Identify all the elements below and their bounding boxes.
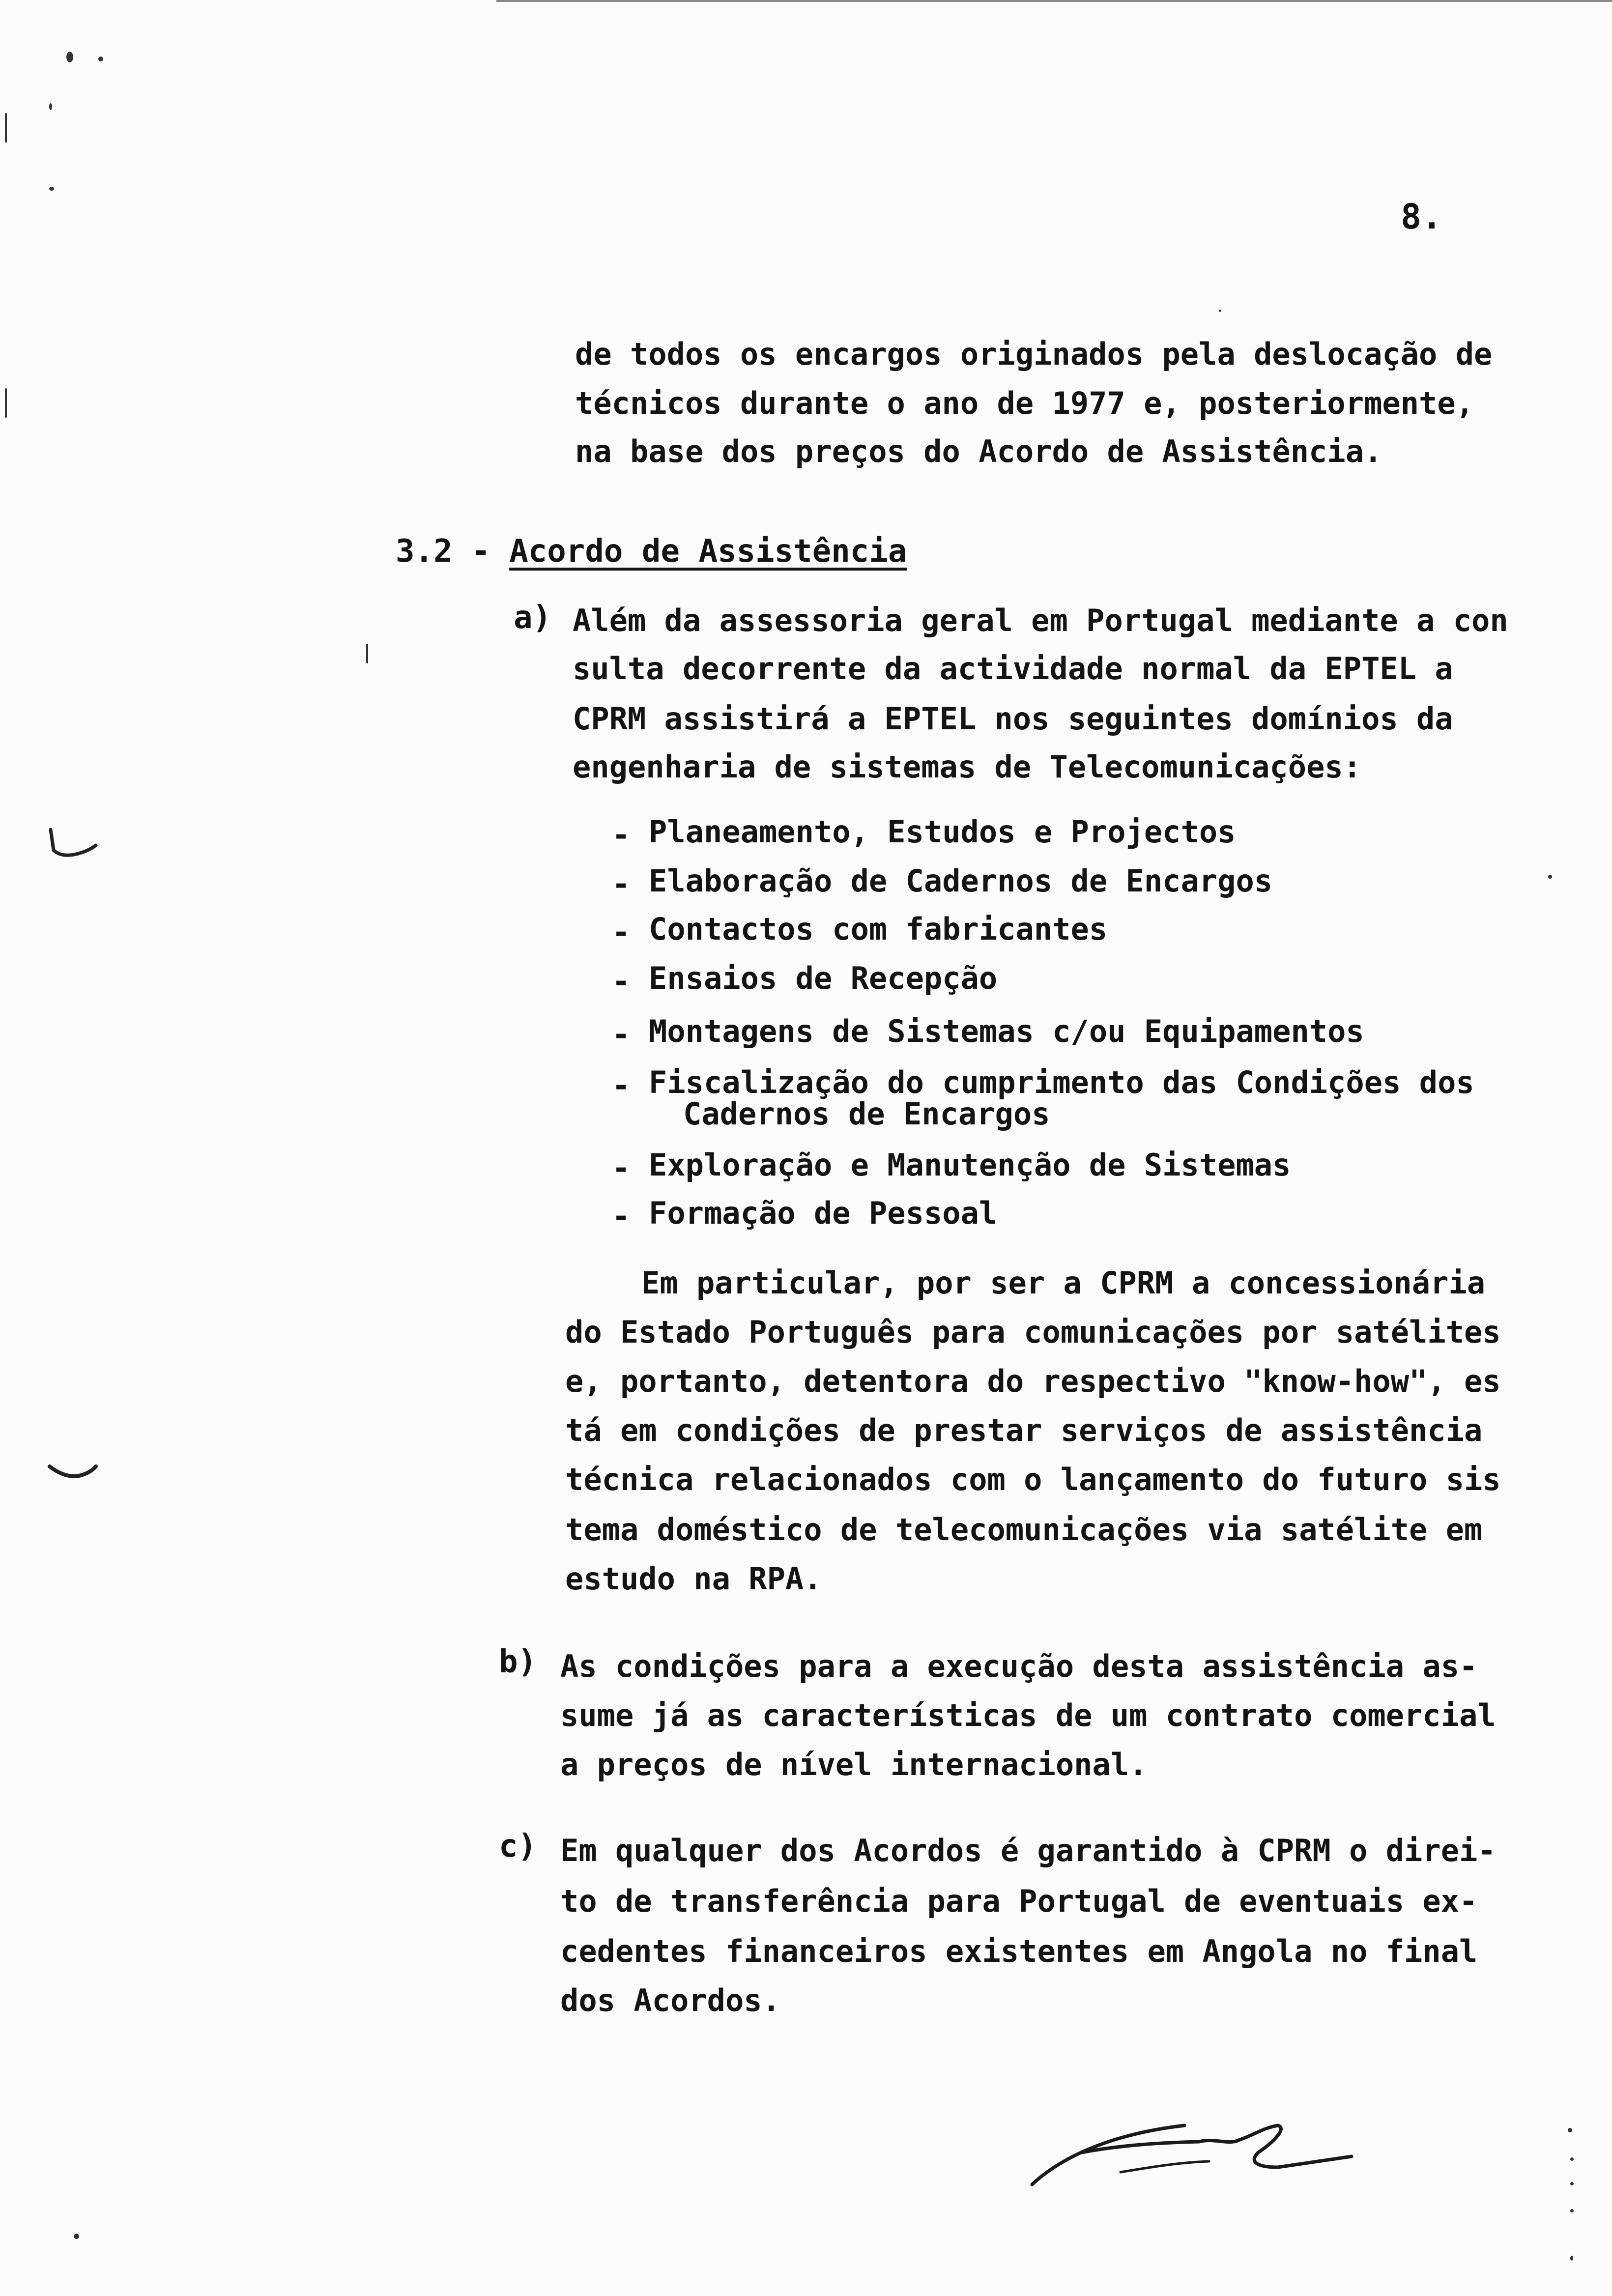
list-item: Montagens de Sistemas c/ou Equipamentos [649,1013,1364,1049]
item-c-line: dos Acordos. [560,1982,780,2018]
list-dash: - [612,1150,631,1186]
top-rule [496,0,1612,2]
scan-speck [1570,2209,1574,2212]
intro-line: de todos os encargos originados pela deslocação de [575,336,1493,372]
item-a-marker: a) [514,600,552,636]
intro-line: técnicos durante o ano de 1977 e, posteriormente, [575,385,1474,421]
item-a-line: CPRM assistirá a EPTEL nos seguintes domínios da [573,701,1453,737]
item-b-line: sume já as características de um contrato comercial [560,1697,1496,1733]
list-dash: - [612,817,631,853]
scan-speck [1219,310,1221,312]
scan-speck [49,103,52,110]
item-b-line: a preços de nível internacional. [560,1747,1148,1782]
list-item: Fiscalização do cumprimento das Condições dos [649,1064,1474,1100]
scan-speck [366,644,368,663]
intro-line: na base dos preços do Acordo de Assistência. [575,433,1382,469]
item-b-marker: b) [499,1644,537,1680]
item-a-line: engenharia de sistemas de Telecomunicações: [573,749,1362,785]
list-dash: - [612,1067,631,1103]
item-c-line: Em qualquer dos Acordos é garantido à CPRM o direi- [560,1833,1496,1868]
list-item: Formação de Pessoal [649,1195,998,1231]
list-item: Exploração e Manutenção de Sistemas [649,1147,1291,1183]
paragraph-line: tá em condições de prestar serviços de assistência [565,1412,1483,1448]
list-dash: - [612,1198,631,1234]
list-item-continuation: Cadernos de Encargos [683,1096,1050,1132]
scan-speck [5,388,7,418]
item-c-line: cedentes financeiros existentes em Angola no final [560,1933,1478,1969]
paragraph-line: Em particular, por ser a CPRM a concessionária [641,1265,1486,1301]
scan-speck [66,52,73,62]
list-item: Contactos com fabricantes [649,911,1108,947]
scan-speck [1570,2256,1573,2261]
item-c-line: to de transferência para Portugal de eventuais ex- [560,1883,1478,1919]
scan-speck [5,113,7,143]
margin-mark [47,826,101,860]
section-number: 3.2 - [396,533,490,570]
list-dash: - [612,1016,631,1052]
scan-speck [1570,2182,1574,2185]
list-item: Ensaios de Recepção [649,960,998,996]
scan-speck [1570,2157,1574,2161]
list-item: Elaboração de Cadernos de Encargos [649,863,1273,899]
item-c-marker: c) [499,1828,537,1865]
item-b-line: As condições para a execução desta assistência as- [560,1648,1478,1684]
item-a-line: Além da assessoria geral em Portugal mediante a con [573,603,1508,638]
scan-speck [98,57,103,61]
page-number: 8. [1401,197,1442,237]
paragraph-line: e, portanto, detentora do respectivo "know-how", es [565,1363,1501,1399]
section-heading [396,533,907,570]
list-dash: - [612,914,631,950]
list-item: Planeamento, Estudos e Projectos [649,814,1236,850]
paragraph-line: estudo na RPA. [565,1561,822,1597]
paragraph-line: tema doméstico de telecomunicações via satélite em [565,1512,1483,1548]
scan-speck [49,187,54,191]
signature [1022,2098,1366,2197]
paragraph-line: do Estado Português para comunicações por satélites [565,1314,1501,1350]
section-title: Acordo de Assistência [509,533,907,570]
list-dash: - [612,866,631,902]
scan-speck [74,2234,79,2239]
margin-mark [47,1460,101,1489]
scan-speck [1548,875,1552,879]
scan-speck [1568,2128,1572,2132]
list-dash: - [612,963,631,999]
item-a-line: sulta decorrente da actividade normal da EPTEL a [573,651,1453,687]
paragraph-line: técnica relacionados com o lançamento do futuro sis [565,1462,1501,1497]
